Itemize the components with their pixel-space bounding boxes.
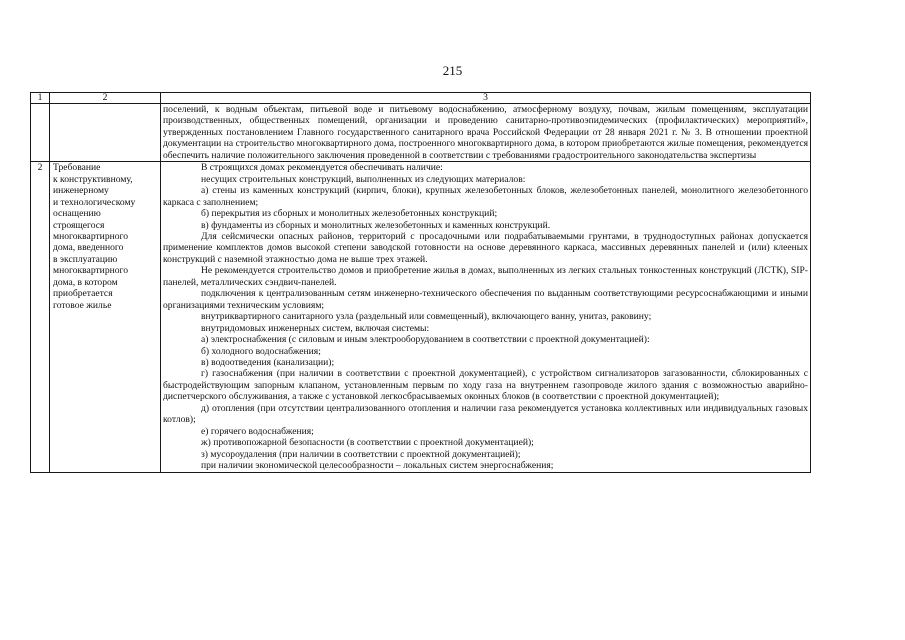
- paragraph: б) перекрытия из сборных и монолитных железобетонных конструкций;: [201, 208, 498, 220]
- requirement-line: дома, в котором: [53, 276, 118, 288]
- paragraph: Не рекомендуется строительство домов и приобретение жилья в домах, выполненных из легких стальных тонкостенных конструкций (ЛСТК), SIP-панелей, металлических сэндвич-панелей.: [163, 265, 808, 288]
- paragraph: б) холодного водоснабжения;: [201, 345, 321, 357]
- paragraph: а) стены из каменных конструкций (кирпич, блоки), крупных железобетонных блоков, железобетонных панелей, монолитного железобетонного каркаса с заполнением;: [163, 185, 808, 208]
- row2-number-cell: 2: [31, 162, 50, 472]
- row2-requirement-cell: [50, 162, 161, 472]
- requirements-table: [30, 92, 811, 473]
- paragraph: несущих строительных конструкций, выполненных из следующих материалов:: [201, 173, 526, 185]
- requirement-line: многоквартирного: [53, 230, 129, 242]
- paragraph: е) горячего водоснабжения;: [201, 425, 314, 437]
- paragraph: з) мусороудаления (при наличии в соответствии с проектной документацией);: [201, 448, 521, 460]
- paragraph: подключения к централизованным сетям инженерно-технического обеспечения по выданным соответствующими ресурсоснабжающими и иными организациями техническим условиям;: [163, 288, 808, 311]
- paragraph: внутриквартирного санитарного узла (раздельный или совмещенный), включающего ванну, унитаз, раковину;: [201, 311, 652, 323]
- row2-text-cell: [161, 162, 811, 472]
- paragraph: при наличии экономической целесообразности – локальных систем энергоснабжения;: [201, 460, 554, 472]
- paragraph: д) отопления (при отсутствии централизованного отопления и наличии газа рекомендуется установка коллективных или индивидуальных газовых котлов);: [163, 402, 808, 426]
- requirement-line: в эксплуатацию: [53, 253, 118, 265]
- requirement-line: к конструктивному,: [53, 173, 133, 185]
- header-cell-3: 3: [161, 93, 811, 104]
- continued-paragraph: поселений, к водным объектам, питьевой воде и питьевому водоснабжению, атмосферному воздуху, почвам, жилым помещениям, эксплуатации производственных, общественных помещений, организации и проведению санитарно-противоэпидемических (профилактических) мероприятий», утвержденных постановлением Главного государственного санитарного врача Российской Федерации от 28 января 2021 г. № 3. В отношении проектной документации на строительство многоквартирного дома, построенного многоквартирного дома, в котором приобретаются жилые помещения, рекомендуется обеспечить наличие положительного заключения проведенной в соответствии с требованиями градостроительного законодательства экспертизы: [163, 104, 808, 161]
- requirement-line: готовое жилье: [53, 299, 112, 311]
- table-header-row: [31, 93, 811, 104]
- row1-number-cell: [31, 104, 50, 162]
- requirement-line: строящегося: [53, 219, 105, 231]
- requirement-line: инженерному: [53, 185, 109, 197]
- row1-text-cell: [161, 104, 811, 162]
- paragraph: в) фундаменты из сборных и монолитных железобетонных и каменных конструкций.: [201, 219, 551, 231]
- header-cell-1: 1: [31, 93, 50, 104]
- requirement-line: дома, введенного: [53, 242, 124, 254]
- page-number: 215: [442, 63, 463, 78]
- paragraph: Для сейсмически опасных районов, территорий с просадочными или подрабатываемыми грунтами, в труднодоступных районах допускается применение комплектов домов высокой степени заводской готовности на основе деревянного каркаса, массивных деревянных панелей и (или) клееных конструкций с наземной этажностью дома не выше трех этажей.: [163, 230, 808, 265]
- paragraph: В строящихся домах рекомендуется обеспечивать наличие:: [201, 162, 443, 174]
- requirement-line: многоквартирного: [53, 265, 129, 277]
- header-cell-2: 2: [50, 93, 161, 104]
- requirement-line: оснащению: [53, 208, 101, 220]
- requirement-line: и технологическому: [53, 196, 136, 208]
- table-row: [31, 162, 811, 472]
- requirement-line: Требование: [53, 162, 101, 174]
- table-row: [31, 104, 811, 162]
- row1-requirement-cell: [50, 104, 161, 162]
- paragraph: ж) противопожарной безопасности (в соответствии с проектной документацией);: [201, 437, 534, 449]
- requirement-line: приобретается: [53, 288, 113, 300]
- paragraph: в) водоотведения (канализации);: [201, 356, 335, 368]
- paragraph: а) электроснабжения (с силовым и иным электрооборудованием в соответствии с проектной документацией):: [201, 334, 650, 346]
- paragraph: г) газоснабжения (при наличии в соответствии с проектной документацией), с устройством сигнализаторов загазованности, сблокированных с быстродействующим запорным клапаном, установленным первым по ходу газа на внутреннем газопроводе жилого здания с возможностью аварийно-диспетчерского обслуживания, а также с установкой легкосбрасываемых оконных блоков (в соответствии с проектной документацией);: [163, 368, 808, 403]
- paragraph: внутридомовых инженерных систем, включая системы:: [201, 322, 430, 334]
